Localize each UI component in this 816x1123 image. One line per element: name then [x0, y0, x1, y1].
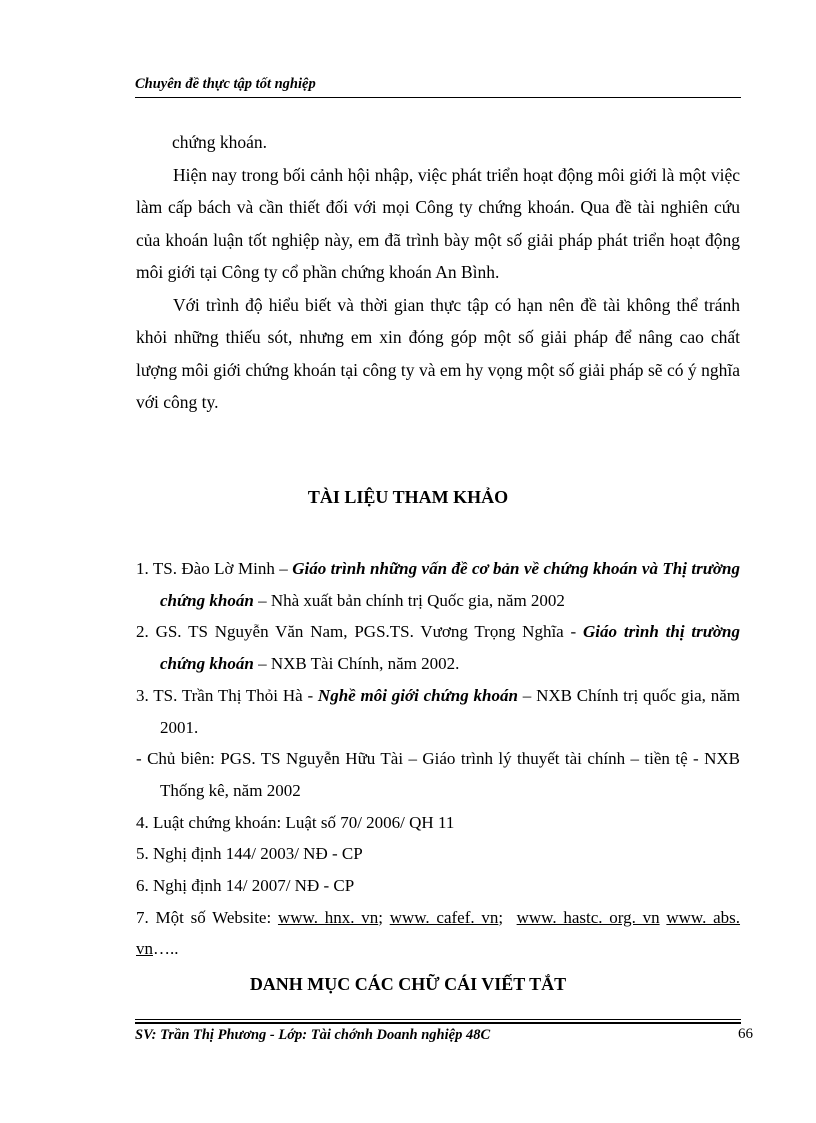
- reference-item: 4. Luật chứng khoán: Luật số 70/ 2006/ QH 11: [136, 812, 455, 832]
- website-link[interactable]: www. hnx. vn: [277, 907, 379, 927]
- reference-item: 5. Nghị định 144/ 2003/ NĐ - CP: [136, 844, 363, 864]
- reference-item: 1. TS. Đào Lờ Minh – Giáo trình những vấn đề cơ bản về chứng khoán và Thị trường chứng khoán – Nhà xuất bản chính trị Quốc gia, năm 2002: [136, 559, 740, 610]
- paragraph: chứng khoán.: [172, 132, 268, 152]
- paragraph: Hiện nay trong bối cảnh hội nhập, việc phát triển hoạt động môi giới là một việc làm cấp bách và cần thiết đối với mọi Công ty chứng khoán. Qua đề tài nghiên cứu của khoán luận tốt nghiệp này, em đã trình bày một số giải pháp phát triển hoạt động môi giới tại Công ty cổ phần chứng khoán An Bình.: [136, 164, 740, 282]
- references-title: TÀI LIỆU THAM KHẢO: [307, 487, 509, 507]
- page-header: Chuyên đề thực tập tốt nghiệp: [135, 76, 316, 92]
- reference-item: 2. GS. TS Nguyễn Văn Nam, PGS.TS. Vương Trọng Nghĩa - Giáo trình thị trường chứng khoán – NXB Tài Chính, năm 2002.: [136, 622, 740, 674]
- references-list: [136, 553, 740, 965]
- paragraph: Với trình độ hiểu biết và thời gian thực tập có hạn nên đề tài không thể tránh khỏi những thiếu sót, nhưng em xin đóng góp một số giải pháp để nâng cao chất lượng môi giới chứng khoán tại công ty và em hy vọng một số giải pháp sẽ có ý nghĩa với công ty.: [136, 294, 740, 412]
- footer-rule-thick: [135, 1022, 741, 1024]
- page-footer: SV: Trần Thị Phương - Lớp: Tài chớnh Doanh nghiệp 48C: [135, 1027, 491, 1043]
- abbreviations-title: DANH MỤC CÁC CHỮ CÁI VIẾT TẮT: [249, 974, 567, 994]
- conclusion-body: [136, 126, 740, 419]
- website-link[interactable]: www. cafef. vn: [389, 907, 499, 927]
- website-link[interactable]: www. hastc. org. vn: [516, 907, 660, 927]
- header-rule: [135, 97, 741, 98]
- reference-item: 3. TS. Trần Thị Thỏi Hà - Nghề môi giới chứng khoán – NXB Chính trị quốc gia, năm 2001.: [136, 685, 740, 737]
- page-number: 66: [738, 1026, 753, 1042]
- reference-websites: 7. Một số Website: www. hnx. vn; www. cafef. vn; www. hastc. org. vn www. abs. vn…..: [136, 907, 741, 959]
- reference-item: 6. Nghị định 14/ 2007/ NĐ - CP: [136, 876, 355, 896]
- footer-rule: [135, 1019, 741, 1020]
- website-link[interactable]: www. abs. vn: [136, 907, 741, 959]
- reference-item: - Chủ biên: PGS. TS Nguyễn Hữu Tài – Giáo trình lý thuyết tài chính – tiền tệ - NXB Thống kê, năm 2002: [136, 749, 740, 800]
